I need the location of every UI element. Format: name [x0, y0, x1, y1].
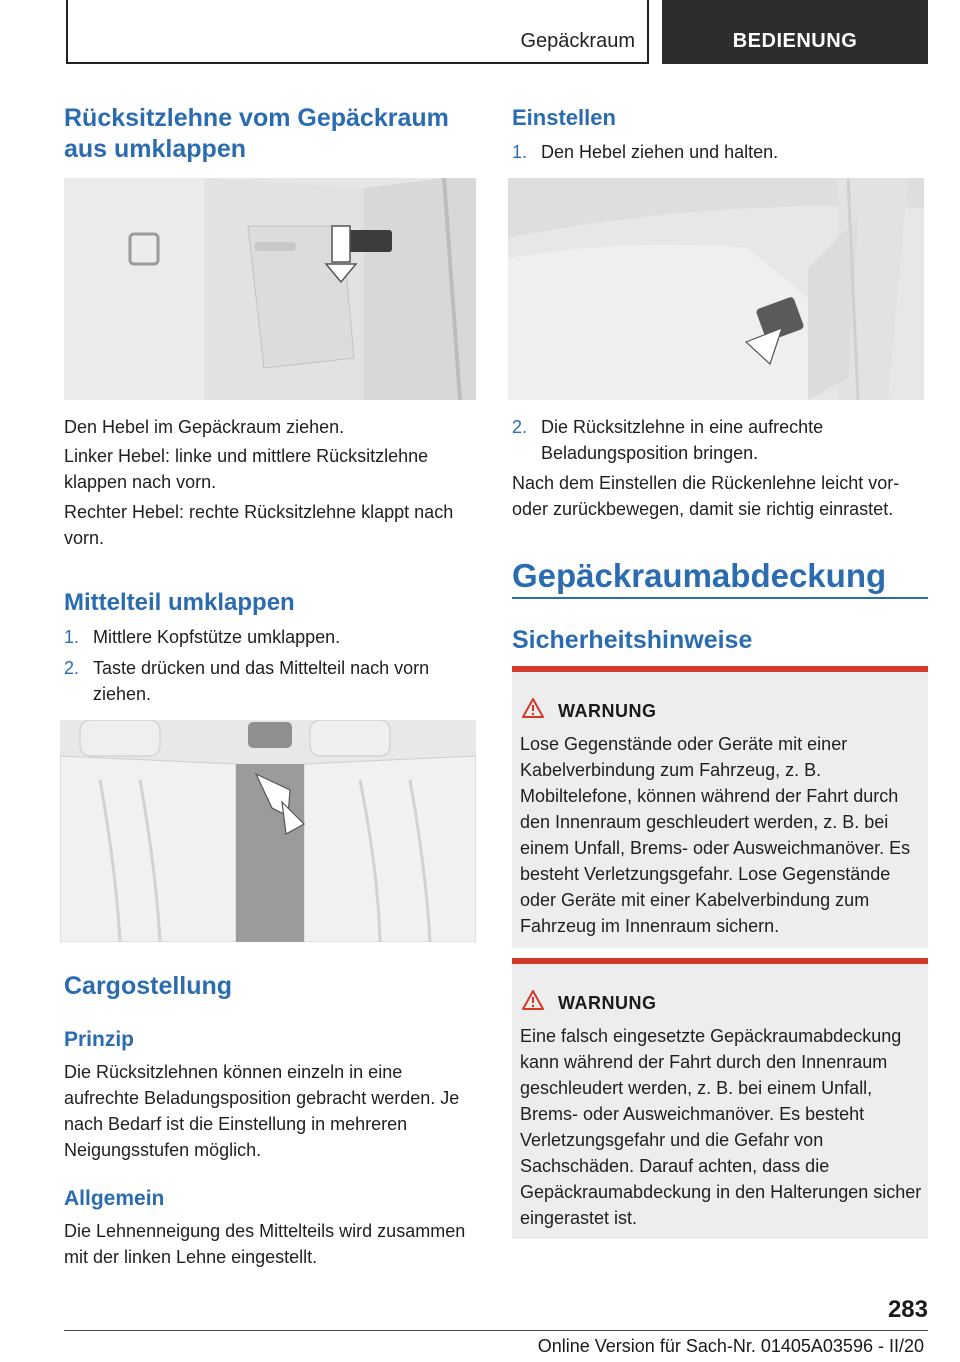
- rear-seat-middle-illustration: [60, 720, 476, 942]
- warning-title: WARNUNG: [558, 701, 657, 721]
- heading-general: Allgemein: [64, 1187, 165, 1210]
- footer-rule: [64, 1330, 928, 1331]
- heading-adjust: Einstellen: [512, 105, 616, 130]
- paragraph-after-adjust: Nach dem Einstellen die Rückenlehne leicht vor- oder zurückbewegen, damit sie richtig einrastet.: [512, 473, 900, 519]
- warning-box: [512, 958, 928, 1239]
- heading-cargo-position: Cargostellung: [64, 972, 233, 1000]
- footer-version-text: Online Version für Sach-Nr. 01405A03596 - II/20: [537, 1336, 924, 1356]
- step-number: 1.: [512, 142, 528, 162]
- heading-cargo-cover: Gepäckraumabdeckung: [512, 557, 887, 594]
- step-number: 1.: [64, 627, 80, 647]
- header-chapter-tab: [662, 0, 928, 64]
- header-chapter-label: BEDIENUNG: [732, 30, 858, 52]
- paragraph-pull-lever: Den Hebel im Gepäckraum ziehen.: [64, 417, 345, 437]
- step-text: Mittlere Kopfstütze umklappen.: [93, 627, 341, 647]
- step-number: 2.: [64, 658, 80, 678]
- heading-principle: Prinzip: [64, 1028, 135, 1051]
- seat-lever-illustration: [508, 178, 924, 400]
- warning-triangle-icon: [522, 990, 544, 1010]
- paragraph-left-lever: Linker Hebel: linke und mittlere Rücksitzlehne klappen nach vorn.: [64, 446, 429, 492]
- warning-box: [512, 666, 928, 948]
- step-number: 2.: [512, 417, 528, 437]
- paragraph-right-lever: Rechter Hebel: rechte Rücksitzlehne klappt nach vorn.: [64, 502, 454, 548]
- warning-title: WARNUNG: [558, 993, 657, 1013]
- trunk-lever-illustration: [64, 178, 476, 400]
- page-number: 283: [887, 1296, 928, 1323]
- warning-text: Lose Gegenstände oder Geräte mit einer Kabelverbindung zum Fahrzeug, z. B. Mobiltelefone, können während der Fahrt durch den Innenraum geschleudert werden, z. B. bei einem Unfall, Brems- oder Ausweichmanöver. Es besteht Verletzungsgefahr. Lose Gegenstände oder Geräte mit einer Kabelverbindung zum Fahrzeug im Innenraum sichern.: [520, 734, 911, 936]
- heading-safety-notes: Sicherheitshinweise: [512, 626, 753, 654]
- heading-rule: [512, 597, 928, 599]
- header-section-label: Gepäckraum: [520, 30, 635, 52]
- warning-triangle-icon: [522, 698, 544, 718]
- header-section-tab: [66, 0, 649, 64]
- paragraph-principle: Die Rücksitzlehnen können einzeln in eine aufrechte Beladungsposition gebracht werden. Je nach Bedarf ist die Einstellung in mehreren Neigungsstufen möglich.: [64, 1062, 460, 1160]
- step-text: Taste drücken und das Mittelteil nach vorn ziehen.: [93, 658, 430, 704]
- paragraph-general: Die Lehnenneigung des Mittelteils wird zusammen mit der linken Lehne eingestellt.: [64, 1221, 466, 1267]
- step-text: Den Hebel ziehen und halten.: [541, 142, 779, 162]
- warning-text: Eine falsch eingesetzte Gepäckraumabdeckung kann während der Fahrt durch den Innenraum geschleudert werden, z. B. bei einem Unfall, Brems- oder Ausweichmanöver. Es besteht Verletzungsgefahr und die Gefahr von Sachschäden. Darauf achten, dass die Gepäckraumabdeckung in den Halterungen sicher eingerastet ist.: [520, 1026, 922, 1228]
- heading-fold-from-trunk: Rücksitzlehne vom Gepäckraum aus umklappen: [64, 104, 449, 163]
- step-text: Die Rücksitzlehne in eine aufrechte Beladungsposition bringen.: [541, 417, 824, 463]
- heading-middle-section: Mittelteil umklappen: [64, 589, 295, 616]
